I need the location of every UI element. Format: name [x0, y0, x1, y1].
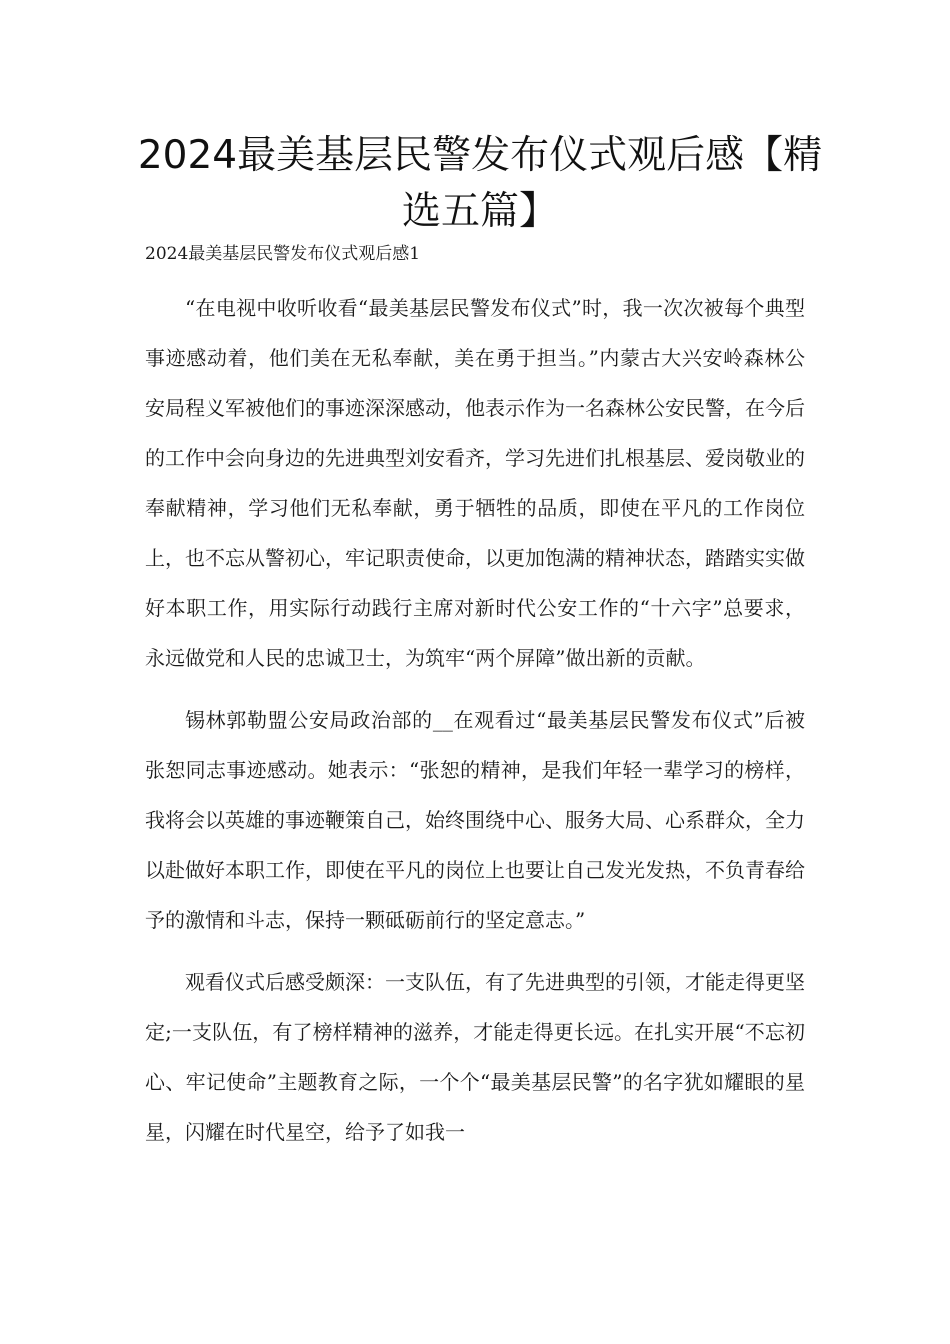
- paragraph: 锡林郭勒盟公安局政治部的__在观看过“最美基层民警发布仪式”后被张恕同志事迹感动。她表示：“张恕的精神，是我们年轻一辈学习的榜样，我将会以英雄的事迹鞭策自己，始终围绕中心、服务大局、心系群众，全力以赴做好本职工作，即使在平凡的岗位上也要让自己发光发热，不负青春给予的激情和斗志，保持一颗砥砺前行的坚定意志。”: [145, 708, 805, 932]
- paragraph: “在电视中收听收看“最美基层民警发布仪式”时，我一次次被每个典型事迹感动着，他们美在无私奉献，美在勇于担当。”内蒙古大兴安岭森林公安局程义军被他们的事迹深深感动，他表示作为一名森林公安民警，在今后的工作中会向身边的先进典型刘安看齐，学习先进们扎根基层、爱岗敬业的奉献精神，学习他们无私奉献，勇于牺牲的品质，即使在平凡的工作岗位上，也不忘从警初心，牢记职责使命，以更加饱满的精神状态，踏踏实实做好本职工作，用实际行动践行主席对新时代公安工作的“十六字”总要求，永远做党和人民的忠诚卫士，为筑牢“两个屏障”做出新的贡献。: [145, 296, 805, 670]
- document-body: [145, 283, 805, 1169]
- document-title: 2024最美基层民警发布仪式观后感【精选五篇】: [137, 133, 823, 234]
- section-heading: 2024最美基层民警发布仪式观后感1: [145, 244, 421, 264]
- paragraph: 观看仪式后感受颇深：一支队伍，有了先进典型的引领，才能走得更坚定;一支队伍，有了榜样精神的滋养，才能走得更长远。在扎实开展“不忘初心、牢记使命”主题教育之际，一个个“最美基层民警”的名字犹如耀眼的星星，闪耀在时代星空，给予了如我一: [145, 970, 805, 1144]
